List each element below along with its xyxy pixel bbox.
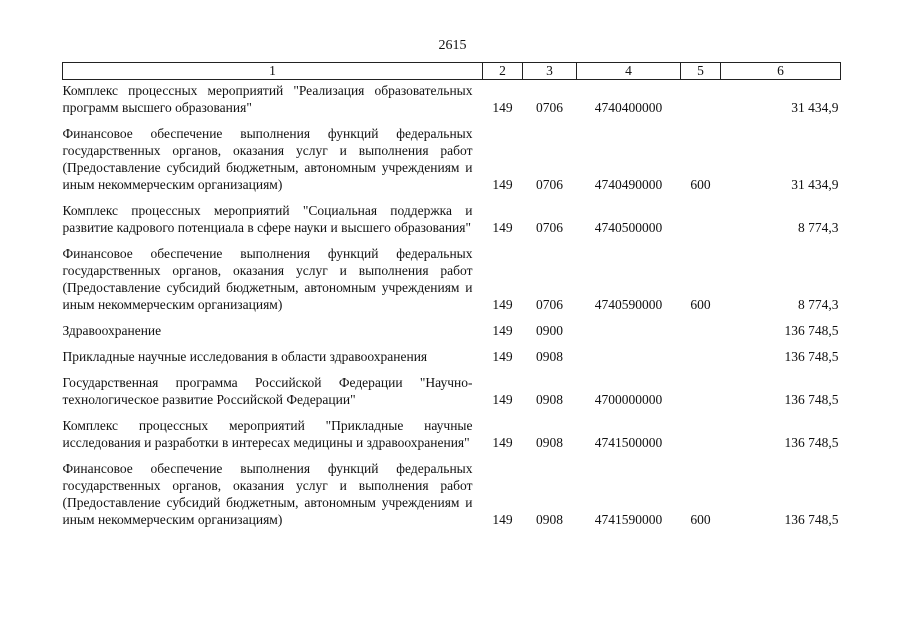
table-row	[63, 451, 841, 528]
row-rz: 0908	[536, 392, 563, 407]
row-cs: 4700000000	[594, 392, 663, 407]
column-header-4: 4	[577, 63, 681, 80]
row-gr: 149	[492, 177, 513, 192]
row-sum: 8 774,3	[798, 220, 839, 235]
row-vr	[681, 80, 721, 117]
row-name: Прикладные научные исследования в области здравоохранения	[62, 349, 428, 364]
row-name: Комплекс процессных мероприятий "Реализация образовательных программ высшего образования"	[62, 83, 473, 115]
row-gr: 149	[492, 392, 513, 407]
row-gr: 149	[492, 297, 513, 312]
row-vr: 600	[690, 297, 711, 312]
page-number: 2615	[438, 38, 467, 53]
table-row	[63, 116, 841, 193]
row-sum: 8 774,3	[798, 297, 839, 312]
column-header-5: 5	[681, 63, 721, 80]
table-row	[63, 339, 841, 365]
row-cs: 4741500000	[594, 435, 663, 450]
row-vr	[681, 339, 721, 365]
row-cs: 4741590000	[594, 512, 663, 527]
row-vr	[681, 193, 721, 236]
row-cs: 4740490000	[594, 177, 663, 192]
row-vr: 600	[690, 177, 711, 192]
row-vr: 600	[690, 512, 711, 527]
row-cs: 4740500000	[594, 220, 663, 235]
table-row	[63, 193, 841, 236]
row-gr: 149	[492, 220, 513, 235]
row-name: Финансовое обеспечение выполнения функций федеральных государственных органов, оказания услуг и выполнения работ (Предоставление субсидий бюджетным, автономным учреждениям и иным некоммерческим организациям)	[62, 246, 473, 312]
row-rz: 0706	[536, 177, 563, 192]
row-rz: 0908	[536, 435, 563, 450]
column-header-2: 2	[483, 63, 523, 80]
row-gr: 149	[492, 435, 513, 450]
row-gr: 149	[492, 512, 513, 527]
row-sum: 136 748,5	[784, 392, 839, 407]
column-header-1: 1	[63, 63, 483, 80]
row-name: Финансовое обеспечение выполнения функций федеральных государственных органов, оказания услуг и выполнения работ (Предоставление субсидий бюджетным, автономным учреждениям и иным некоммерческим организациям)	[62, 461, 473, 527]
row-cs: 4740400000	[594, 100, 663, 115]
row-sum: 136 748,5	[784, 435, 839, 450]
row-gr: 149	[492, 349, 513, 364]
row-rz: 0908	[536, 349, 563, 364]
row-rz: 0900	[536, 323, 563, 338]
row-cs	[577, 313, 681, 339]
row-sum: 136 748,5	[784, 323, 839, 338]
table-row	[63, 408, 841, 451]
row-rz: 0706	[536, 100, 563, 115]
row-sum: 136 748,5	[784, 512, 839, 527]
row-name: Государственная программа Российской Федерации "Научно-технологическое развитие Российской Федерации"	[62, 375, 473, 407]
row-name: Комплекс процессных мероприятий "Прикладные научные исследования и разработки в интересах медицины и здравоохранения"	[62, 418, 473, 450]
row-cs: 4740590000	[594, 297, 663, 312]
row-sum: 136 748,5	[784, 349, 839, 364]
row-rz: 0908	[536, 512, 563, 527]
row-vr	[681, 365, 721, 408]
row-vr	[681, 313, 721, 339]
row-name: Комплекс процессных мероприятий "Социальная поддержка и развитие кадрового потенциала в сфере науки и высшего образования"	[62, 203, 473, 235]
table-row	[63, 80, 841, 117]
row-rz: 0706	[536, 297, 563, 312]
table-row	[63, 313, 841, 339]
row-name: Финансовое обеспечение выполнения функций федеральных государственных органов, оказания услуг и выполнения работ (Предоставление субсидий бюджетным, автономным учреждениям и иным некоммерческим организациям)	[62, 126, 473, 192]
row-rz: 0706	[536, 220, 563, 235]
budget-table	[62, 62, 841, 528]
row-cs	[577, 339, 681, 365]
table-row	[63, 365, 841, 408]
row-sum: 31 434,9	[791, 100, 839, 115]
column-header-6: 6	[721, 63, 841, 80]
row-gr: 149	[492, 323, 513, 338]
row-gr: 149	[492, 100, 513, 115]
table-header-row	[63, 63, 841, 80]
column-header-3: 3	[523, 63, 577, 80]
row-sum: 31 434,9	[791, 177, 839, 192]
row-name: Здравоохранение	[62, 323, 162, 338]
table-row	[63, 236, 841, 313]
row-vr	[681, 408, 721, 451]
